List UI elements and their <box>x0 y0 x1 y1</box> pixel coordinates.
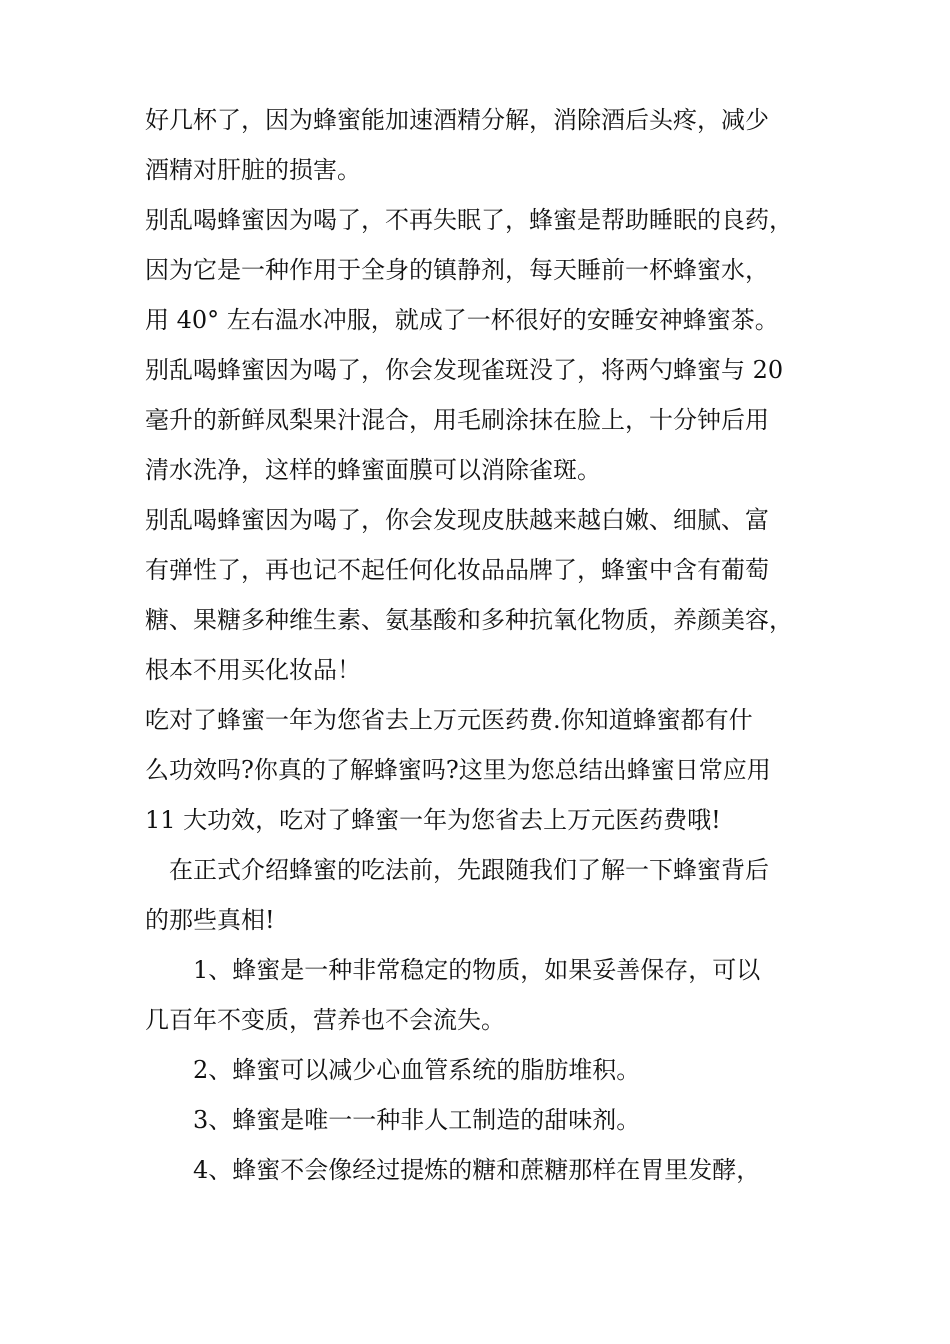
text-line: 11 大功效，吃对了蜂蜜一年为您省去上万元医药费哦! <box>145 806 721 834</box>
text-line: 好几杯了，因为蜂蜜能加速酒精分解，消除酒后头疼，减少 <box>145 106 769 134</box>
list-item: 2、蜂蜜可以减少心血管系统的脂肪堆积。 <box>193 1056 641 1084</box>
list-item: 4、蜂蜜不会像经过提炼的糖和蔗糖那样在胃里发酵， <box>193 1156 761 1184</box>
text-line: 毫升的新鲜凤梨果汁混合，用毛刷涂抹在脸上，十分钟后用 <box>145 406 769 434</box>
text-line: 别乱喝蜂蜜因为喝了，不再失眠了，蜂蜜是帮助睡眠的良药， <box>145 206 793 234</box>
list-item: 3、蜂蜜是唯一一种非人工制造的甜味剂。 <box>193 1106 641 1134</box>
text-line: 因为它是一种作用于全身的镇静剂，每天睡前一杯蜂蜜水， <box>145 256 769 284</box>
text-line: 在正式介绍蜂蜜的吃法前，先跟随我们了解一下蜂蜜背后 <box>169 856 769 884</box>
text-line: 有弹性了，再也记不起任何化妆品品牌了，蜂蜜中含有葡萄 <box>145 556 769 584</box>
text-line: 用 40° 左右温水冲服，就成了一杯很好的安睡安神蜂蜜茶。 <box>145 306 779 334</box>
text-line: 别乱喝蜂蜜因为喝了，你会发现雀斑没了，将两勺蜂蜜与 20 <box>145 356 784 384</box>
text-line: 的那些真相! <box>145 906 275 934</box>
document-body <box>145 95 810 1195</box>
text-line: 么功效吗?你真的了解蜂蜜吗?这里为您总结出蜂蜜日常应用 <box>145 756 771 784</box>
list-item: 1、蜂蜜是一种非常稳定的物质，如果妥善保存，可以 <box>193 956 761 984</box>
text-line: 糖、果糖多种维生素、氨基酸和多种抗氧化物质，养颜美容， <box>145 606 793 634</box>
text-line: 根本不用买化妆品！ <box>145 656 361 684</box>
text-line: 几百年不变质，营养也不会流失。 <box>145 1006 505 1034</box>
text-line: 吃对了蜂蜜一年为您省去上万元医药费.你知道蜂蜜都有什 <box>145 706 753 734</box>
text-line: 酒精对肝脏的损害。 <box>145 156 361 184</box>
text-line: 别乱喝蜂蜜因为喝了，你会发现皮肤越来越白嫩、细腻、富 <box>145 506 769 534</box>
text-line: 清水洗净，这样的蜂蜜面膜可以消除雀斑。 <box>145 456 601 484</box>
